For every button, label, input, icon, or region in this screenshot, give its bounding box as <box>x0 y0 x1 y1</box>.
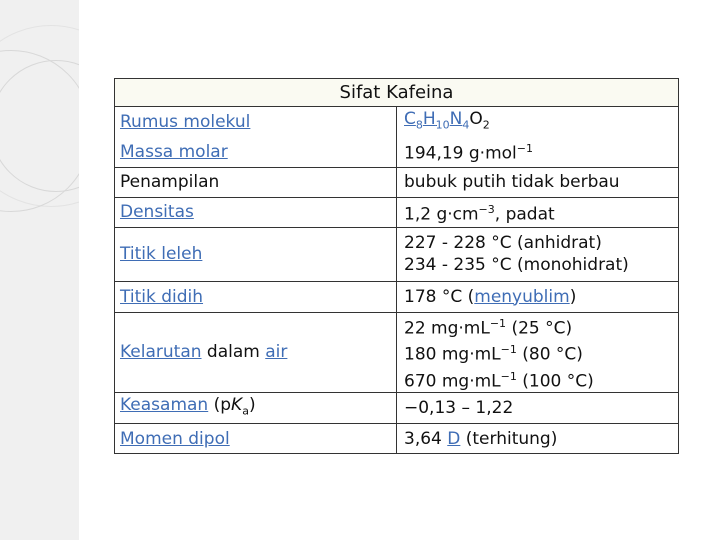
rumus-molekul-link[interactable]: Rumus molekul <box>120 112 251 132</box>
densitas-value: 1,2 $g\cdot cm^{-3}$, padat <box>397 197 680 227</box>
table-row <box>114 312 679 393</box>
titik-leleh-link[interactable]: Titik leleh <box>120 244 203 264</box>
titik-didih-value: 178 °C (menyublim) <box>397 281 680 312</box>
kelarutan-value: 22 $mg\cdot mL^{-1}$ (25 °C) 180 $mg\cdot mL^{-1}$ (80 °C) 670 $mg\cdot mL^{-1}$ (100 °C) <box>397 312 680 393</box>
table-row <box>114 281 679 312</box>
momen-dipol-link[interactable]: Momen dipol <box>120 429 230 450</box>
carbon-link[interactable]: $C_8$ <box>404 108 423 132</box>
momen-dipol-value: 3,64 D (terhitung) <box>397 424 680 454</box>
titik-didih-link[interactable]: Titik didih <box>120 286 204 307</box>
keasaman-label: Keasaman $(pK_a)$ <box>114 393 397 424</box>
table-row <box>114 197 679 227</box>
massa-molar-value: 194,19 g·mol$^{-1}$ <box>397 137 680 167</box>
massa-molar-link[interactable]: Massa molar <box>120 141 228 162</box>
titik-leleh-value: 227 - 228 °C (anhidrat) 234 - 235 °C (monohidrat) <box>397 227 680 281</box>
decorative-sidebar <box>0 0 79 540</box>
table-row <box>114 137 679 167</box>
penampilan-label: Penampilan <box>114 167 397 197</box>
table-row <box>114 227 679 281</box>
keasaman-value: −0,13 – 1,22 <box>397 393 680 424</box>
table-row <box>114 107 679 137</box>
keasaman-link[interactable]: Keasaman <box>120 395 209 416</box>
decorative-ring <box>0 60 79 192</box>
menyublim-link[interactable]: menyublim <box>474 286 570 307</box>
caffeine-properties-table <box>114 78 679 454</box>
table-row <box>114 393 679 424</box>
table-row <box>114 424 679 454</box>
densitas-link[interactable]: Densitas <box>120 202 194 222</box>
molecular-formula <box>397 107 680 137</box>
table-row <box>114 167 679 197</box>
table-title: Sifat Kafeina <box>114 78 679 107</box>
nitrogen-link[interactable]: $N_4$ <box>449 108 470 132</box>
oxygen-text: $O_2$ <box>469 108 490 132</box>
air-link[interactable]: air <box>265 342 288 363</box>
properties-grid <box>114 107 679 454</box>
penampilan-value: bubuk putih tidak berbau <box>397 167 680 197</box>
hydrogen-link[interactable]: $H_{10}$ <box>422 108 450 132</box>
debye-link[interactable]: D <box>447 429 461 450</box>
kelarutan-label: Kelarutan dalam air <box>114 312 397 393</box>
kelarutan-link[interactable]: Kelarutan <box>120 342 202 363</box>
